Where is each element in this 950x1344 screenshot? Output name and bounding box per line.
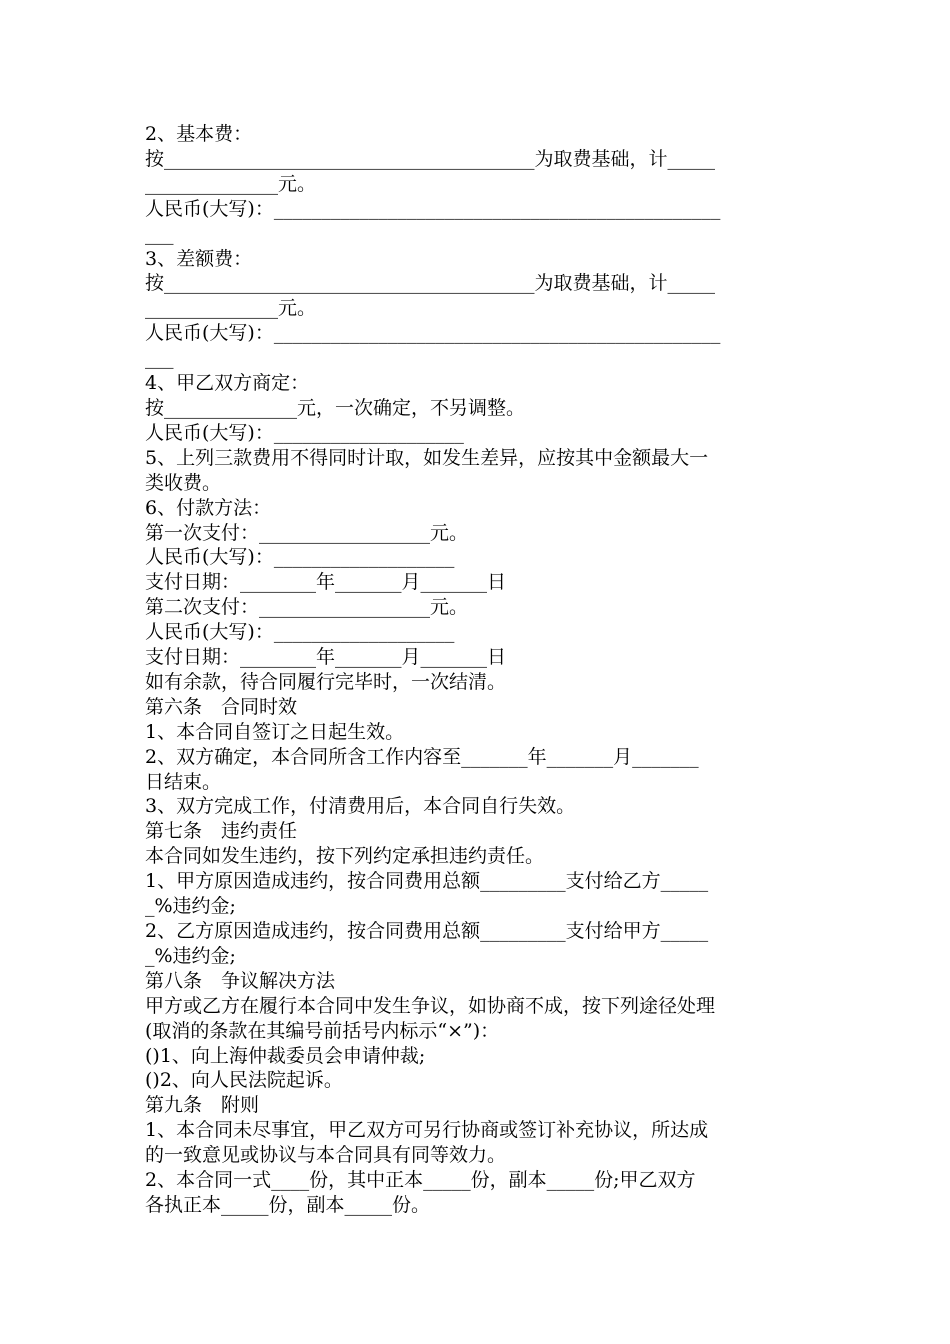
text-line: 人民币(大写)：____________________ [145,421,464,444]
text-line: ()2、向人民法院起诉。 [145,1069,343,1092]
section-heading: 第九条 附则 [145,1094,260,1117]
section-heading: 第六条 合同时效 [145,695,298,718]
text-line: 支付日期：________年_______月_______日 [145,646,507,669]
text-line: 按_______________________________________为取费基础，计_____ [145,272,716,295]
text-line: 本合同如发生违约，按下列约定承担违约责任。 [145,845,545,868]
text-line: 如有余款，待合同履行完毕时，一次结清。 [145,670,507,693]
section-heading: 第七条 违约责任 [145,820,298,843]
text-line: _%违约金; [145,895,236,918]
text-line: ______________元。 [145,297,317,320]
text-line: 人民币(大写)：_______________________________________________ [145,197,721,220]
text-line: ___ [145,222,174,245]
text-line: 4、甲乙双方商定： [145,372,310,395]
text-line: 5、上列三款费用不得同时计取，如发生差异，应按其中金额最大一 [145,446,709,469]
text-line: 的一致意见或协议与本合同具有同等效力。 [145,1144,507,1167]
text-line: 人民币(大写)：___________________ [145,621,455,644]
text-line: 按______________元，一次确定，不另调整。 [145,396,526,419]
text-line: 3、差额费： [145,247,253,270]
section-heading: 第八条 争议解决方法 [145,969,336,992]
text-line: 2、基本费： [145,123,253,145]
text-line: 第二次支付：__________________元。 [145,596,469,619]
text-line: 日结束。 [145,770,222,793]
text-line: (取消的条款在其编号前括号内标示“×”)： [145,1019,500,1042]
text-line: 第一次支付：__________________元。 [145,521,469,544]
text-line: 3、双方完成工作，付清费用后，本合同自行失效。 [145,795,576,818]
text-line: _%违约金; [145,944,236,967]
text-line: 支付日期：________年_______月_______日 [145,571,507,594]
text-line: 6、付款方法： [145,496,272,519]
text-line: 按_______________________________________为取费基础，计_____ [145,147,716,170]
text-line: 甲方或乙方在履行本合同中发生争议，如协商不成，按下列途径处理 [145,994,716,1017]
text-line: 2、本合同一式____份，其中正本_____份，副本_____份;甲乙双方 [145,1169,696,1192]
text-line: 人民币(大写)：___________________ [145,546,455,569]
text-line: 2、双方确定，本合同所含工作内容至_______年_______月_______ [145,745,699,768]
text-line: 各执正本_____份，副本_____份。 [145,1193,431,1216]
text-line: 1、本合同自签订之日起生效。 [145,720,405,743]
text-line: ___ [145,347,174,370]
text-line: 人民币(大写)：_______________________________________________ [145,322,721,345]
text-line: ______________元。 [145,172,317,195]
text-line: 1、本合同未尽事宜，甲乙双方可另行协商或签订补充协议，所达成 [145,1119,709,1142]
text-line: 1、甲方原因造成违约，按合同费用总额_________支付给乙方_____ [145,870,709,893]
text-line: 类收费。 [145,471,222,494]
text-line: 2、乙方原因造成违约，按合同费用总额_________支付给甲方_____ [145,920,709,942]
text-line: ()1、向上海仲裁委员会申请仲裁; [145,1044,426,1067]
